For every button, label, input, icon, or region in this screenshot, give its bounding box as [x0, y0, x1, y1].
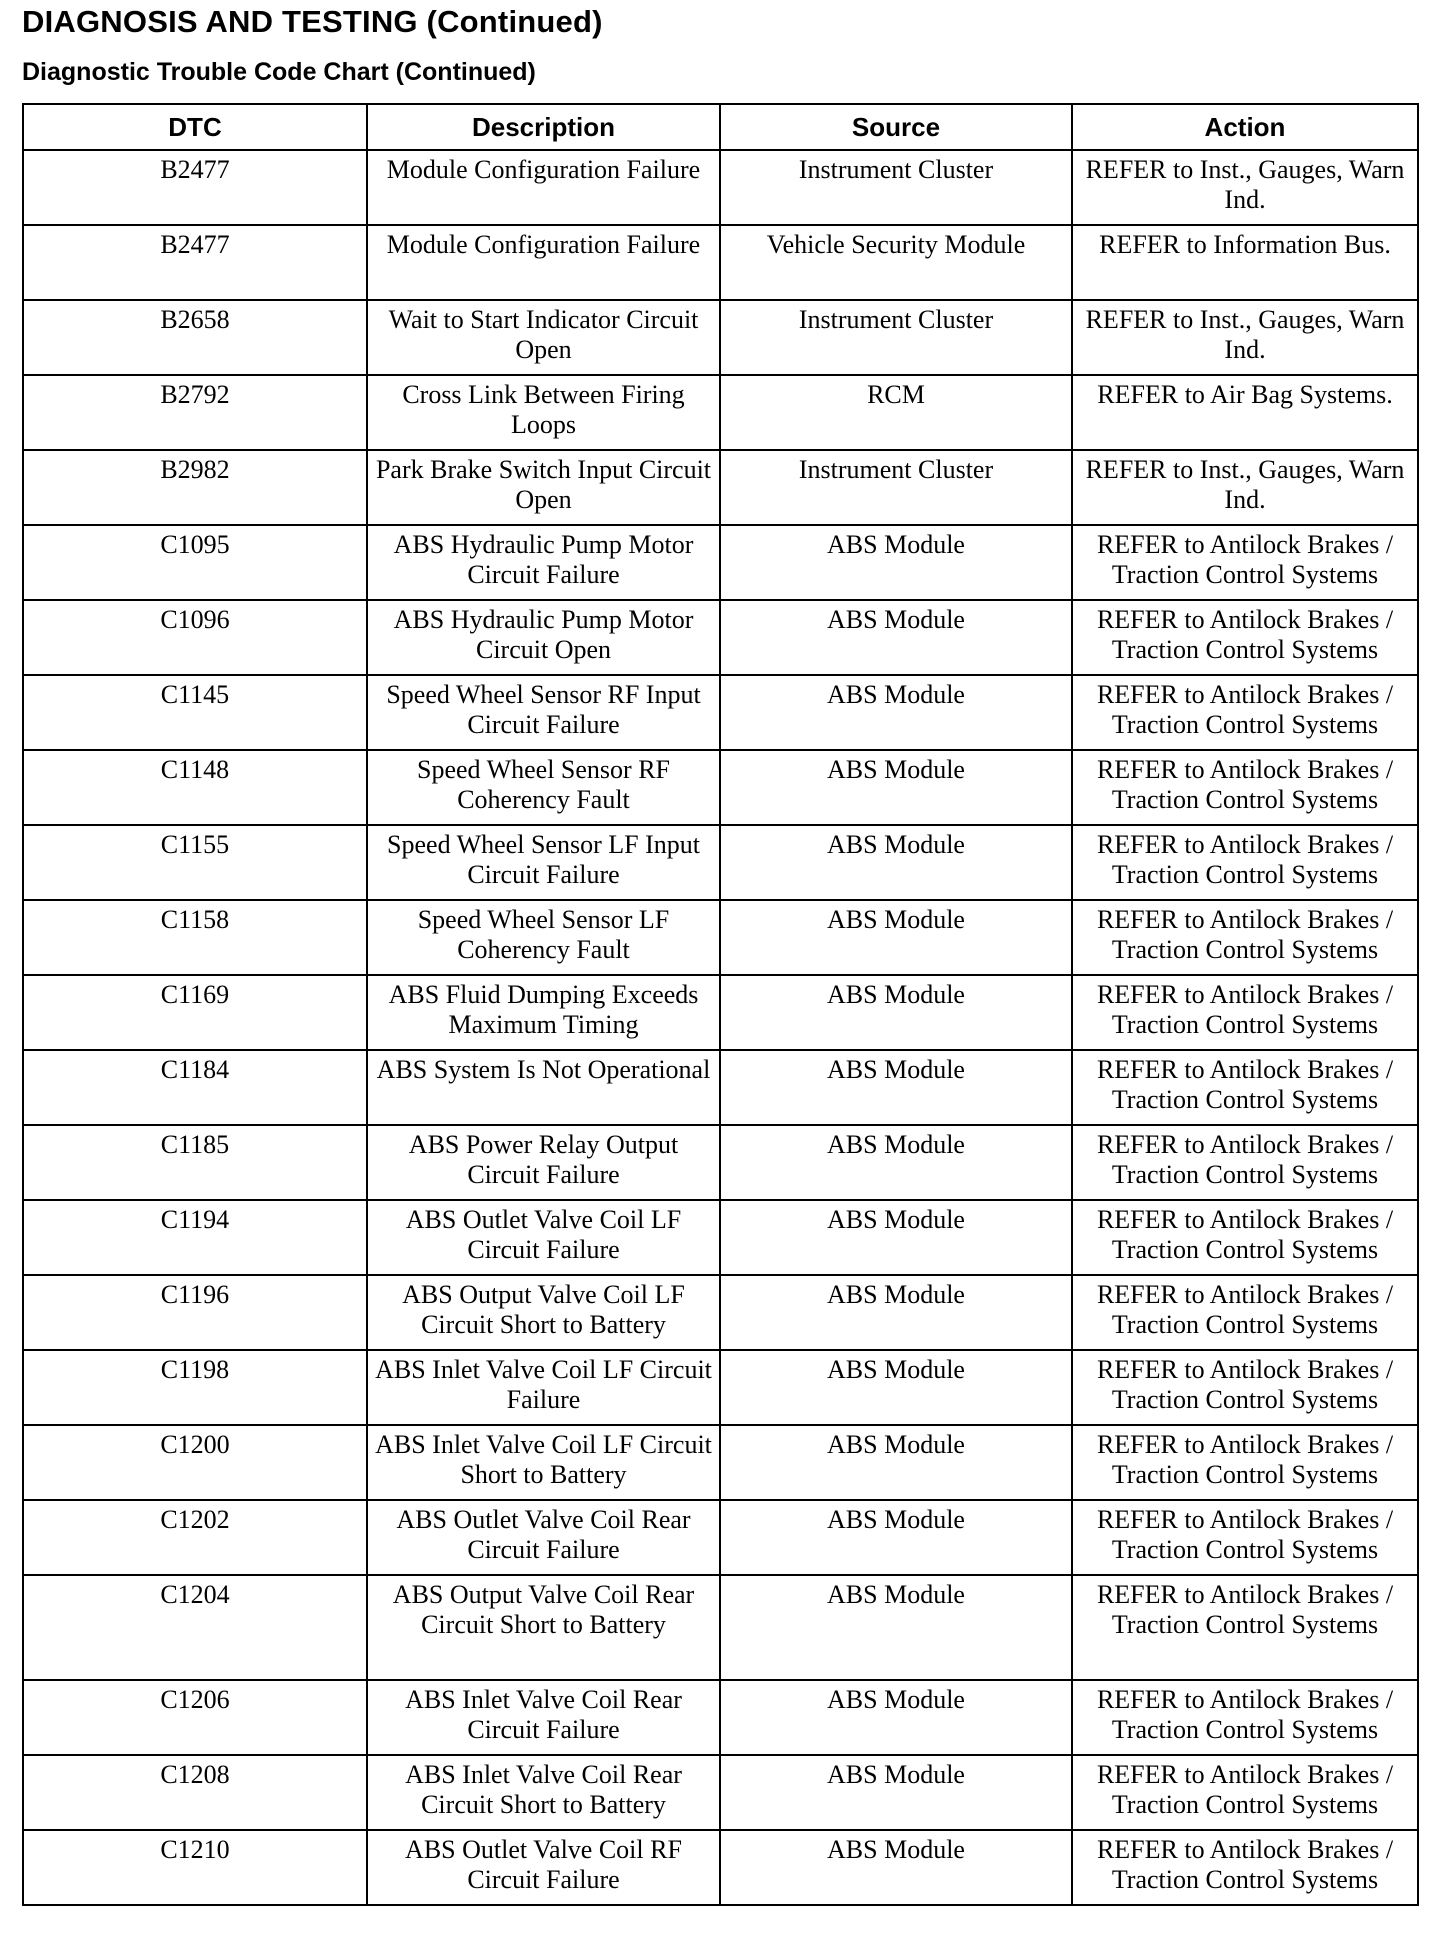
cell-description: ABS Inlet Valve Coil Rear Circuit Short to Battery: [367, 1755, 720, 1830]
table-row: [23, 1680, 1418, 1755]
cell-source: Instrument Cluster: [720, 300, 1072, 375]
column-header-description: Description: [367, 104, 720, 150]
cell-dtc: C1202: [23, 1500, 367, 1575]
cell-source: ABS Module: [720, 1680, 1072, 1755]
cell-action: REFER to Antilock Brakes / Traction Control Systems: [1072, 1050, 1418, 1125]
cell-dtc: B2477: [23, 225, 367, 300]
cell-source: ABS Module: [720, 1050, 1072, 1125]
table-row: [23, 825, 1418, 900]
cell-action: REFER to Antilock Brakes / Traction Control Systems: [1072, 825, 1418, 900]
cell-source: Vehicle Security Module: [720, 225, 1072, 300]
cell-dtc: B2477: [23, 150, 367, 225]
table-row: [23, 900, 1418, 975]
cell-dtc: B2792: [23, 375, 367, 450]
table-header-row: [23, 104, 1418, 150]
table-row: [23, 450, 1418, 525]
cell-source: ABS Module: [720, 1830, 1072, 1905]
table-row: [23, 1830, 1418, 1905]
table-row: [23, 225, 1418, 300]
column-header-source: Source: [720, 104, 1072, 150]
cell-source: ABS Module: [720, 1425, 1072, 1500]
cell-action: REFER to Air Bag Systems.: [1072, 375, 1418, 450]
cell-dtc: C1206: [23, 1680, 367, 1755]
table-body: [23, 150, 1418, 1905]
cell-description: ABS Output Valve Coil Rear Circuit Short to Battery: [367, 1575, 720, 1680]
cell-dtc: C1198: [23, 1350, 367, 1425]
cell-action: REFER to Antilock Brakes / Traction Control Systems: [1072, 1275, 1418, 1350]
cell-source: ABS Module: [720, 1755, 1072, 1830]
table-row: [23, 1050, 1418, 1125]
column-header-dtc: DTC: [23, 104, 367, 150]
cell-source: ABS Module: [720, 825, 1072, 900]
cell-dtc: C1145: [23, 675, 367, 750]
cell-source: ABS Module: [720, 750, 1072, 825]
cell-source: ABS Module: [720, 600, 1072, 675]
cell-source: ABS Module: [720, 975, 1072, 1050]
cell-description: Speed Wheel Sensor LF Coherency Fault: [367, 900, 720, 975]
cell-source: ABS Module: [720, 1350, 1072, 1425]
cell-description: ABS Outlet Valve Coil RF Circuit Failure: [367, 1830, 720, 1905]
cell-action: REFER to Antilock Brakes / Traction Control Systems: [1072, 1200, 1418, 1275]
cell-action: REFER to Antilock Brakes / Traction Control Systems: [1072, 900, 1418, 975]
cell-action: REFER to Antilock Brakes / Traction Control Systems: [1072, 1350, 1418, 1425]
cell-description: ABS Inlet Valve Coil Rear Circuit Failure: [367, 1680, 720, 1755]
cell-description: Wait to Start Indicator Circuit Open: [367, 300, 720, 375]
cell-description: ABS Inlet Valve Coil LF Circuit Failure: [367, 1350, 720, 1425]
cell-action: REFER to Antilock Brakes / Traction Control Systems: [1072, 1830, 1418, 1905]
table-row: [23, 1575, 1418, 1680]
cell-dtc: B2658: [23, 300, 367, 375]
table-row: [23, 1500, 1418, 1575]
cell-dtc: C1095: [23, 525, 367, 600]
cell-description: Module Configuration Failure: [367, 225, 720, 300]
cell-source: ABS Module: [720, 1200, 1072, 1275]
cell-source: ABS Module: [720, 1575, 1072, 1680]
table-row: [23, 1275, 1418, 1350]
cell-dtc: C1155: [23, 825, 367, 900]
table-row: [23, 150, 1418, 225]
cell-action: REFER to Antilock Brakes / Traction Control Systems: [1072, 525, 1418, 600]
table-row: [23, 525, 1418, 600]
cell-description: ABS Hydraulic Pump Motor Circuit Failure: [367, 525, 720, 600]
cell-source: ABS Module: [720, 1500, 1072, 1575]
cell-source: RCM: [720, 375, 1072, 450]
cell-description: ABS Outlet Valve Coil Rear Circuit Failure: [367, 1500, 720, 1575]
table-row: [23, 375, 1418, 450]
cell-action: REFER to Antilock Brakes / Traction Control Systems: [1072, 675, 1418, 750]
cell-description: ABS Outlet Valve Coil LF Circuit Failure: [367, 1200, 720, 1275]
cell-description: ABS Output Valve Coil LF Circuit Short to Battery: [367, 1275, 720, 1350]
table-row: [23, 300, 1418, 375]
cell-description: Park Brake Switch Input Circuit Open: [367, 450, 720, 525]
cell-dtc: C1184: [23, 1050, 367, 1125]
cell-source: ABS Module: [720, 675, 1072, 750]
cell-action: REFER to Antilock Brakes / Traction Control Systems: [1072, 1500, 1418, 1575]
cell-description: Cross Link Between Firing Loops: [367, 375, 720, 450]
cell-dtc: B2982: [23, 450, 367, 525]
table-row: [23, 600, 1418, 675]
cell-dtc: C1196: [23, 1275, 367, 1350]
table-row: [23, 750, 1418, 825]
cell-action: REFER to Antilock Brakes / Traction Control Systems: [1072, 1575, 1418, 1680]
column-header-action: Action: [1072, 104, 1418, 150]
cell-description: ABS Fluid Dumping Exceeds Maximum Timing: [367, 975, 720, 1050]
cell-action: REFER to Antilock Brakes / Traction Control Systems: [1072, 1755, 1418, 1830]
table-row: [23, 1125, 1418, 1200]
table-row: [23, 1425, 1418, 1500]
cell-action: REFER to Information Bus.: [1072, 225, 1418, 300]
cell-dtc: C1096: [23, 600, 367, 675]
cell-source: ABS Module: [720, 1125, 1072, 1200]
table-row: [23, 675, 1418, 750]
table-row: [23, 1200, 1418, 1275]
cell-description: Speed Wheel Sensor RF Input Circuit Failure: [367, 675, 720, 750]
cell-description: ABS Hydraulic Pump Motor Circuit Open: [367, 600, 720, 675]
cell-dtc: C1169: [23, 975, 367, 1050]
cell-source: ABS Module: [720, 900, 1072, 975]
chart-subtitle: Diagnostic Trouble Code Chart (Continued): [22, 58, 536, 86]
cell-description: Speed Wheel Sensor RF Coherency Fault: [367, 750, 720, 825]
cell-action: REFER to Inst., Gauges, Warn Ind.: [1072, 300, 1418, 375]
cell-action: REFER to Antilock Brakes / Traction Control Systems: [1072, 1680, 1418, 1755]
table-row: [23, 975, 1418, 1050]
cell-source: ABS Module: [720, 1275, 1072, 1350]
cell-dtc: C1200: [23, 1425, 367, 1500]
dtc-table: [22, 103, 1419, 1906]
cell-description: Module Configuration Failure: [367, 150, 720, 225]
cell-description: ABS Inlet Valve Coil LF Circuit Short to Battery: [367, 1425, 720, 1500]
cell-dtc: C1204: [23, 1575, 367, 1680]
cell-action: REFER to Antilock Brakes / Traction Control Systems: [1072, 975, 1418, 1050]
cell-dtc: C1194: [23, 1200, 367, 1275]
cell-action: REFER to Antilock Brakes / Traction Control Systems: [1072, 750, 1418, 825]
cell-dtc: C1208: [23, 1755, 367, 1830]
cell-source: Instrument Cluster: [720, 450, 1072, 525]
table-row: [23, 1755, 1418, 1830]
cell-source: Instrument Cluster: [720, 150, 1072, 225]
cell-action: REFER to Antilock Brakes / Traction Control Systems: [1072, 1125, 1418, 1200]
cell-dtc: C1185: [23, 1125, 367, 1200]
cell-dtc: C1148: [23, 750, 367, 825]
cell-action: REFER to Inst., Gauges, Warn Ind.: [1072, 450, 1418, 525]
cell-source: ABS Module: [720, 525, 1072, 600]
cell-action: REFER to Antilock Brakes / Traction Control Systems: [1072, 1425, 1418, 1500]
cell-action: REFER to Antilock Brakes / Traction Control Systems: [1072, 600, 1418, 675]
cell-description: ABS System Is Not Operational: [367, 1050, 720, 1125]
cell-action: REFER to Inst., Gauges, Warn Ind.: [1072, 150, 1418, 225]
cell-dtc: C1210: [23, 1830, 367, 1905]
page-title: DIAGNOSIS AND TESTING (Continued): [22, 4, 603, 39]
cell-description: Speed Wheel Sensor LF Input Circuit Failure: [367, 825, 720, 900]
cell-description: ABS Power Relay Output Circuit Failure: [367, 1125, 720, 1200]
table-row: [23, 1350, 1418, 1425]
cell-dtc: C1158: [23, 900, 367, 975]
